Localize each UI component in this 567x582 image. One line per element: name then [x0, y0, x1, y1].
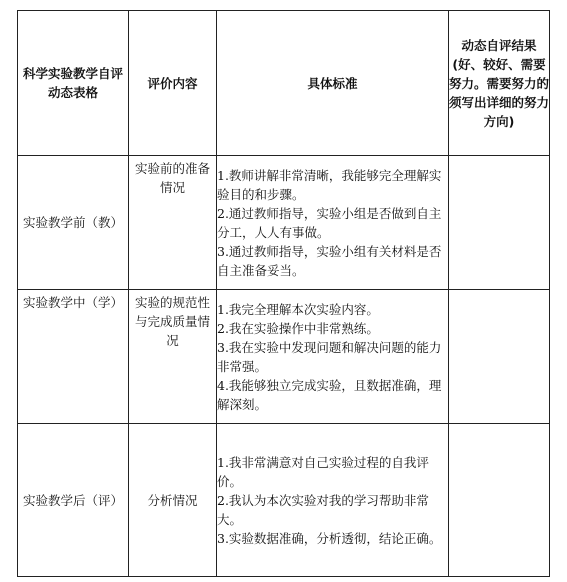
criterion: 1.我完全理解本次实验内容。: [217, 301, 379, 317]
criterion: 3.实验数据准确，分析透彻，结论正确。: [217, 530, 442, 546]
criterion: 1.教师讲解非常清晰，我能够完全理解实验目的和步骤。: [217, 167, 442, 202]
result-cell[interactable]: [449, 424, 550, 577]
criteria-cell: [217, 290, 449, 424]
self-evaluation-table: [17, 10, 550, 577]
evaluation-item-cell: 实验的规范性与完成质量情况: [129, 290, 217, 424]
criterion: 3.我在实验中发现问题和解决问题的能力非常强。: [217, 339, 442, 374]
criterion: 2.我在实验操作中非常熟练。: [217, 320, 379, 336]
header-dynamic-result: 动态自评结果(好、较好、需要努力。需要努力的须写出详细的努力方向): [449, 11, 550, 156]
result-cell[interactable]: [449, 156, 550, 290]
header-table-title: 科学实验教学自评动态表格: [18, 11, 129, 156]
criterion: 1.我非常满意对自己实验过程的自我评价。: [217, 454, 429, 489]
table-row: [18, 156, 550, 290]
stage-cell: 实验教学后（评）: [18, 424, 129, 577]
table-row: [18, 290, 550, 424]
evaluation-item-cell: 分析情况: [129, 424, 217, 577]
header-specific-standards: 具体标准: [217, 11, 449, 156]
table-row: [18, 424, 550, 577]
criteria-cell: [217, 156, 449, 290]
criterion: 4.我能够独立完成实验，且数据准确，理解深刻。: [217, 377, 442, 412]
header-row: [18, 11, 550, 156]
criteria-cell: [217, 424, 449, 577]
evaluation-item-cell: 实验前的准备情况: [129, 156, 217, 290]
criterion: 2.我认为本次实验对我的学习帮助非常大。: [217, 492, 429, 527]
stage-cell: 实验教学前（教）: [18, 156, 129, 290]
result-cell[interactable]: [449, 290, 550, 424]
stage-cell: 实验教学中（学）: [18, 290, 129, 424]
header-evaluation-content: 评价内容: [129, 11, 217, 156]
criterion: 3.通过教师指导，实验小组有关材料是否自主准备妥当。: [217, 243, 442, 278]
criterion: 2.通过教师指导，实验小组是否做到自主分工，人人有事做。: [217, 205, 442, 240]
